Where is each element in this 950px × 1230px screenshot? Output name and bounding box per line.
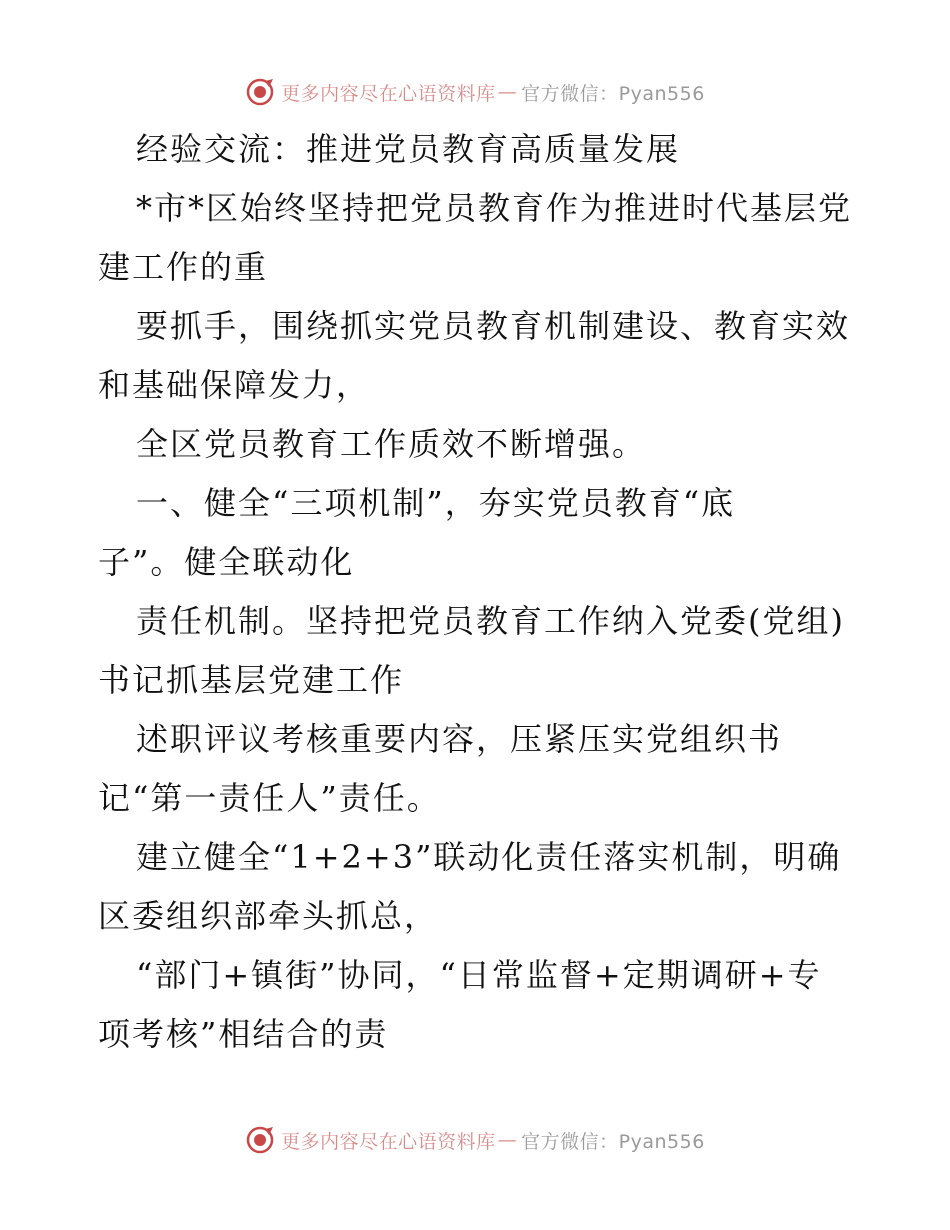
text-line: 区委组织部牵头抓总， (98, 897, 439, 935)
text-line: 建立健全“1+2+3”联动化责任落实机制，明确 (136, 838, 842, 876)
text-line: 记“第一责任人”责任。 (98, 779, 441, 817)
header-watermark (0, 72, 950, 112)
text-line: 全区党员教育工作质效不断增强。 (136, 425, 647, 463)
watermark-main-text: 更多内容尽在心语资料库 (281, 1130, 496, 1153)
watermark-separator: — (497, 81, 518, 103)
text-line: “部门+镇街”协同，“日常监督+定期调研+专 (136, 956, 822, 994)
text-line: 子”。健全联动化 (98, 543, 355, 581)
text-line: 要抓手，围绕抓实党员教育机制建设、教育实效 (136, 307, 851, 345)
text-line: 责任机制。坚持把党员教育工作纳入党委(党组) (136, 602, 845, 640)
footer-watermark (0, 1120, 950, 1160)
document-title: 经验交流：推进党员教育高质量发展 (136, 130, 681, 168)
watermark-wechat-text: 官方微信：Pyan556 (521, 82, 705, 105)
watermark-main-text: 更多内容尽在心语资料库 (281, 82, 496, 105)
section-heading: 一、健全“三项机制”，夯实党员教育“底 (136, 484, 736, 522)
text-line: 建工作的重 (98, 248, 269, 286)
library-logo-icon (245, 77, 275, 107)
watermark-separator: — (497, 1129, 518, 1151)
text-line: 书记抓基层党建工作 (98, 661, 405, 699)
library-logo-icon (245, 1125, 275, 1155)
text-line: 和基础保障发力， (98, 366, 371, 404)
text-line: 述职评议考核重要内容，压紧压实党组织书 (136, 720, 783, 758)
document-body (98, 120, 858, 1064)
watermark-wechat-text: 官方微信：Pyan556 (521, 1130, 705, 1153)
text-line: 项考核”相结合的责 (98, 1015, 389, 1053)
text-line: *市*区始终坚持把党员教育作为推进时代基层党 (136, 189, 853, 227)
